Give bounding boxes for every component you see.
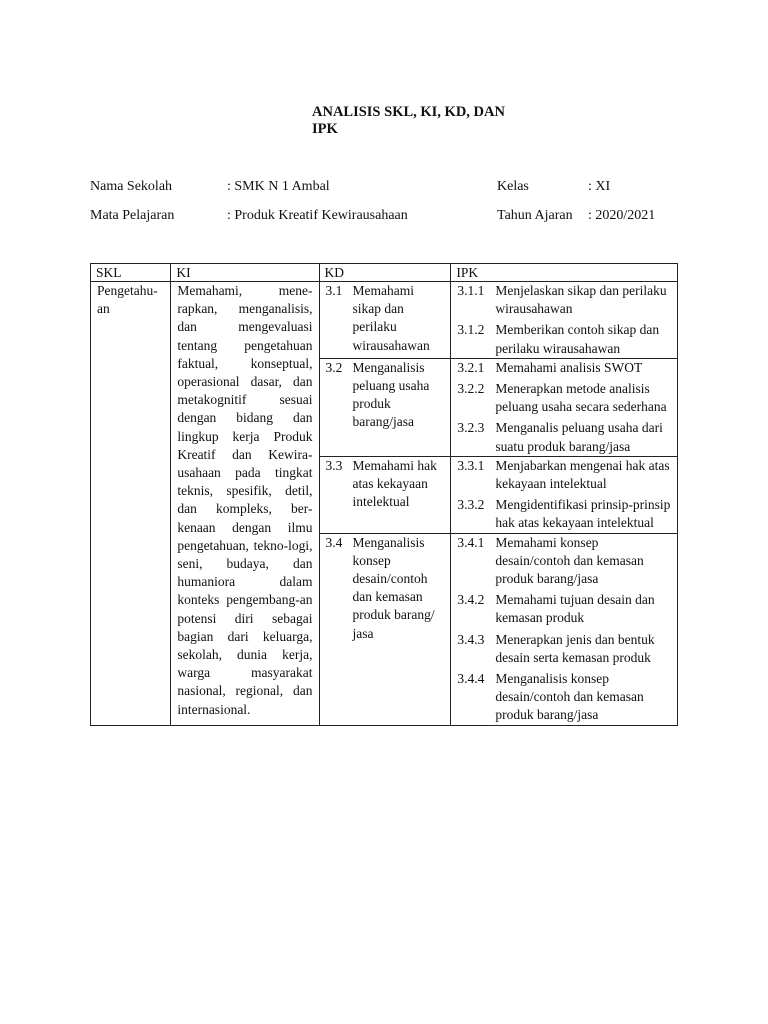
ipk-text: Memahami analisis SWOT [495,359,643,375]
table-row-kd-3-1 [91,282,678,359]
column-header-ipk: IPK [451,264,678,282]
ipk-number: 3.4.1 [457,534,485,550]
kd-cell [319,282,451,359]
kd-text: Menganalisis peluang usaha produk barang/jasa [352,359,430,430]
ki-cell: Memahami, mene-rapkan, menganalisis, dan mengevaluasi tentang pengetahuan faktual, konseptual, operasional dasar, dan metakognitif sesuai dengan bidang dan lingkup kerja Produk Kreatif dan Kewira-usahaan pada tingkat teknis, spesifik, detil, dan kompleks, ber-kenaan dengan ilmu pengetahuan, tekno-logi, seni, budaya, dan humaniora dalam konteks pengembang-an potensi diri sebagai bagian dari keluarga, sekolah, dunia kerja, warga masyarakat nasional, regional, dan internasional. [171,282,319,726]
kd-text: Memahami sikap dan perilaku wirausahawan [352,283,430,353]
column-header-kd: KD [319,264,451,282]
kd-number: 3.1 [325,283,343,298]
table-header-row [91,264,678,282]
ipk-item [457,457,671,493]
ipk-text: Menjabarkan mengenai hak atas kekayaan intelektual [495,457,670,492]
ipk-text: Menerapkan metode analisis peluang usaha secara sederhana [495,381,667,415]
ipk-number: 3.2.3 [457,420,485,436]
ipk-number: 3.4.3 [457,631,485,647]
ipk-number: 3.1.2 [457,322,485,338]
ipk-text: Mengidentifikasi prinsip-prinsip hak atas kekayaan intelektual [495,497,671,531]
document-title-line-1: ANALISIS SKL, KI, KD, DAN [312,104,505,120]
kd-item [326,457,445,512]
kd-item [326,282,445,355]
ipk-item [457,631,671,667]
ipk-cell [451,533,678,725]
ipk-item [457,670,671,725]
ipk-item [457,282,671,318]
class-label: Kelas [497,179,529,194]
ipk-cell [451,456,678,533]
ipk-number: 3.1.1 [457,283,485,298]
analysis-table [90,263,678,726]
kd-text: Memahami hak atas kekayaan intelektual [352,457,437,510]
kd-item [326,534,445,643]
ipk-cell [451,358,678,456]
ipk-cell [451,282,678,359]
kd-number: 3.2 [325,359,343,375]
kd-cell [319,456,451,533]
year-value: : 2020/2021 [588,208,656,223]
skl-cell: Pengetahu-an [91,282,171,726]
school-value: : SMK N 1 Ambal [227,179,330,194]
class-value: : XI [588,179,611,194]
ipk-number: 3.3.1 [457,457,485,473]
ipk-text: Menjelaskan sikap dan perilaku wirausahawan [495,283,667,317]
ipk-text: Menganalis peluang usaha dari suatu produk barang/jasa [495,420,663,454]
ipk-number: 3.2.2 [457,381,485,397]
ipk-number: 3.4.4 [457,671,485,687]
ipk-item [457,534,671,589]
ipk-text: Menerapkan jenis dan bentuk desain serta kemasan produk [495,631,655,665]
document-title-line-2: IPK [312,121,338,137]
ipk-text: Memberikan contoh sikap dan perilaku wirausahawan [495,322,660,356]
kd-cell [319,358,451,456]
ipk-item [457,359,671,377]
ipk-text: Menganalisis konsep desain/contoh dan kemasan produk barang/jasa [495,671,644,723]
ipk-number: 3.4.2 [457,592,485,608]
year-label: Tahun Ajaran [497,208,573,223]
ipk-item [457,591,671,627]
ipk-number: 3.2.1 [457,359,485,375]
kd-item [326,359,445,432]
kd-cell [319,533,451,725]
kd-number: 3.3 [325,457,343,473]
subject-label: Mata Pelajaran [90,208,175,223]
document-title [312,104,532,138]
ipk-item [457,496,671,532]
kd-text: Menganalisis konsep desain/contoh dan kemasan produk barang/ jasa [352,534,435,641]
column-header-ki: KI [171,264,319,282]
kd-number: 3.4 [325,534,343,550]
subject-value: : Produk Kreatif Kewirausahaan [227,208,408,223]
school-label: Nama Sekolah [90,179,173,194]
ipk-text: Memahami tujuan desain dan kemasan produk [495,592,655,626]
ipk-item [457,419,671,455]
ipk-item [457,380,671,416]
ipk-text: Memahami konsep desain/contoh dan kemasan produk barang/jasa [495,534,644,587]
column-header-skl: SKL [91,264,171,282]
ipk-number: 3.3.2 [457,497,485,513]
ipk-item [457,321,671,357]
